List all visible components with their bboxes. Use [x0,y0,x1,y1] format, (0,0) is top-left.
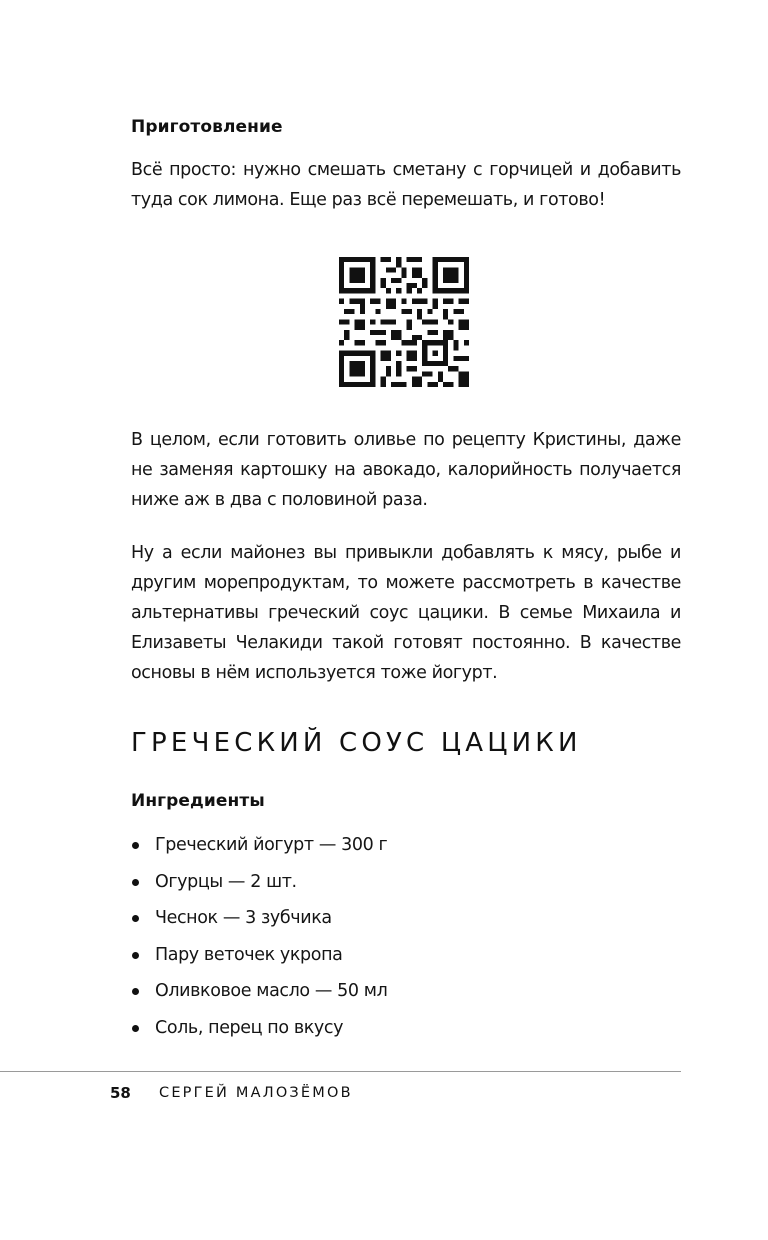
bullet-icon [132,988,139,995]
paragraph-tzatziki-intro: Ну а если майонез вы привыкли добавлять к мясу, рыбе и другим морепродуктам, то можете рассмотреть в качестве альтернативы греческий соус цацики. В семье Михаила и Елизаветы Челакиди такой готовят постоянно. В качестве основы в нём используется тоже йогурт. [131,543,681,683]
qr-code[interactable] [339,257,469,387]
bullet-icon [132,879,139,886]
footer-divider [0,1071,681,1072]
list-item [131,903,387,940]
ingredient-text: Огурцы — 2 шт. [155,871,297,892]
ingredient-text: Соль, перец по вкусу [155,1017,344,1038]
list-item [131,867,387,904]
ingredient-text: Чеснок — 3 зубчика [155,908,332,928]
ingredient-text: Пару веточек укропа [155,944,343,965]
paragraph-olivier: В целом, если готовить оливье по рецепту Кристины, даже не заменяя картошку на авокадо, калорийность получается ниже аж в два с половиной раза. [131,430,681,510]
list-item [131,976,387,1013]
bullet-icon [132,842,139,849]
list-item [131,940,387,977]
preparation-text: Всё просто: нужно смешать сметану с горчицей и добавить туда сок лимона. Еще раз всё перемешать, и готово! [131,160,681,210]
bullet-icon [132,915,139,922]
recipe-title: ГРЕЧЕСКИЙ СОУС ЦАЦИКИ [131,728,582,758]
ingredient-text: Оливковое масло — 50 мл [155,981,388,1001]
list-item [131,830,387,867]
preparation-heading: Приготовление [131,117,283,137]
running-footer-author: СЕРГЕЙ МАЛОЗЁМОВ [159,1085,353,1101]
list-item [131,1013,387,1050]
ingredients-heading: Ингредиенты [131,791,265,811]
page-number: 58 [110,1084,131,1102]
ingredients-list [131,830,387,1049]
bullet-icon [132,952,139,959]
bullet-icon [132,1025,139,1032]
ingredient-text: Греческий йогурт — 300 г [155,835,388,855]
